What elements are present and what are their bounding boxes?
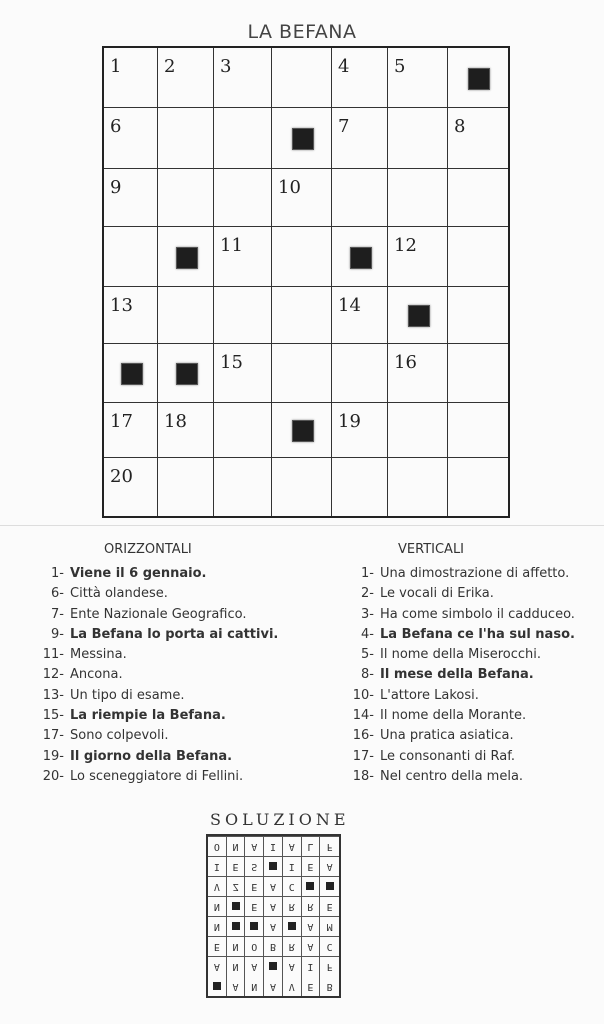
clue-item (34, 706, 278, 726)
clue-item (346, 605, 575, 625)
grid-cell (448, 403, 508, 458)
grid-cell (272, 403, 332, 458)
clue-number: 3- (361, 606, 374, 622)
clue-number: 16- (352, 728, 374, 744)
cell-number: 9 (110, 177, 122, 198)
grid-cell (388, 344, 448, 403)
grid-cell (448, 108, 508, 169)
solution-cell: E (320, 896, 339, 916)
verticali-heading: VERTICALI (398, 542, 465, 557)
clue-text: Viene il 6 gennaio. (70, 566, 207, 581)
black-square (408, 305, 430, 327)
solution-cell: N (208, 916, 227, 936)
grid-cell (332, 458, 388, 516)
clue-text: La riempie la Befana. (70, 708, 226, 724)
solution-cell: C (320, 936, 339, 956)
clue-number: 14- (352, 708, 374, 724)
grid-cell (214, 48, 272, 108)
clue-number: 5- (361, 647, 374, 663)
cell-number: 4 (338, 56, 350, 77)
clue-text: Un tipo di esame. (70, 687, 185, 703)
grid-cell (214, 344, 272, 403)
solution-cell: R (283, 936, 302, 956)
grid-cell (332, 344, 388, 403)
grid-cell (214, 287, 272, 344)
clue-item (346, 564, 575, 584)
solution-cell: I (208, 856, 227, 876)
solution-cell: L (302, 836, 321, 856)
clue-number: 8- (361, 667, 374, 683)
cell-number: 13 (110, 295, 133, 316)
clue-item (34, 605, 278, 625)
solution-heading: SOLUZIONE (210, 810, 350, 829)
solution-black-square (306, 883, 314, 891)
grid-cell (158, 287, 214, 344)
clue-text: Messina. (70, 647, 127, 663)
solution-cell (264, 956, 283, 976)
solution-cell: A (283, 836, 302, 856)
clue-item (34, 726, 278, 746)
clue-item (346, 625, 575, 645)
page-title: LA BEFANA (247, 21, 357, 43)
clue-number: 17- (352, 748, 374, 764)
solution-cell: F (320, 836, 339, 856)
grid-cell (158, 403, 214, 458)
grid-cell (104, 48, 158, 108)
grid-cell (448, 344, 508, 403)
grid-cell (104, 108, 158, 169)
solution-cell: B (326, 981, 333, 992)
cell-number: 18 (164, 411, 187, 432)
cell-number: 1 (110, 56, 122, 77)
grid-cell (104, 169, 158, 227)
solution-black-square (269, 963, 277, 971)
solution-cell (283, 916, 302, 936)
clue-text: Il nome della Morante. (380, 708, 527, 724)
black-square (292, 128, 314, 150)
solution-black-square (250, 923, 258, 931)
solution-cell: O (245, 936, 264, 956)
solution-cell: R (283, 896, 302, 916)
clue-number: 1- (361, 566, 374, 581)
grid-cell (272, 227, 332, 287)
clue-item (34, 767, 278, 787)
solution-grid (206, 834, 341, 998)
solution-cell: A (208, 956, 227, 976)
clue-item (34, 564, 278, 584)
black-square (468, 68, 490, 90)
grid-cell (214, 227, 272, 287)
grid-cell (104, 227, 158, 287)
grid-cell (272, 458, 332, 516)
clue-item (346, 645, 575, 665)
grid-cell (272, 169, 332, 227)
clue-text: Una dimostrazione di affetto. (380, 566, 570, 581)
clue-text: Il mese della Befana. (380, 667, 534, 683)
solution-cell: A (283, 956, 302, 976)
clue-number: 19- (42, 748, 64, 764)
solution-cell: E (302, 976, 321, 996)
solution-cell: E (245, 876, 264, 896)
clue-item (34, 665, 278, 685)
cell-number: 10 (278, 177, 301, 198)
grid-cell (388, 458, 448, 516)
clue-number: 17- (42, 728, 64, 744)
grid-cell (214, 403, 272, 458)
clue-item (346, 686, 575, 706)
orizzontali-clues (34, 564, 278, 787)
solution-cell: E (245, 896, 264, 916)
clue-item (34, 625, 278, 645)
cell-number: 3 (220, 56, 232, 77)
cell-number: 16 (394, 352, 417, 373)
solution-cell: A (320, 856, 339, 876)
grid-cell (158, 458, 214, 516)
solution-cell (302, 876, 321, 896)
solution-cell: I (283, 856, 302, 876)
cell-number: 19 (338, 411, 361, 432)
clue-text: Le vocali di Erika. (380, 586, 494, 602)
grid-cell (448, 48, 508, 108)
solution-cell: M (320, 916, 339, 936)
solution-cell: I (264, 836, 283, 856)
cell-number: 2 (164, 56, 176, 77)
clue-text: Sono colpevoli. (70, 728, 169, 744)
black-square (176, 363, 198, 385)
grid-cell (388, 403, 448, 458)
clue-number: 10- (352, 687, 374, 703)
grid-cell (448, 169, 508, 227)
clue-text: Nel centro della mela. (380, 768, 524, 784)
solution-cell: V (283, 976, 302, 996)
cell-number: 17 (110, 411, 133, 432)
clue-text: Ha come simbolo il cadduceo. (380, 606, 575, 622)
solution-black-square (232, 923, 240, 931)
clue-item (346, 747, 575, 767)
clue-item (346, 767, 575, 787)
solution-cell: N (227, 936, 246, 956)
solution-cell: N (227, 956, 246, 976)
solution-cell (227, 896, 246, 916)
grid-cell (448, 227, 508, 287)
clue-item (34, 747, 278, 767)
grid-cell (388, 108, 448, 169)
grid-cell (158, 344, 214, 403)
solution-cell: E (227, 856, 246, 876)
black-square (176, 247, 198, 269)
solution-cell: A (264, 916, 283, 936)
cell-number: 14 (338, 295, 361, 316)
solution-black-square (326, 883, 334, 891)
solution-cell (264, 856, 283, 876)
solution-cell: E (208, 936, 227, 956)
solution-cell: A (264, 876, 283, 896)
clue-text: Una pratica asiatica. (380, 728, 514, 744)
solution-cell: N (208, 896, 227, 916)
grid-cell (332, 48, 388, 108)
grid-cell (388, 227, 448, 287)
grid-cell (214, 169, 272, 227)
cell-number: 6 (110, 116, 122, 137)
clue-item (34, 686, 278, 706)
clue-text: Il nome della Miserocchi. (380, 647, 542, 663)
clue-number: 18- (352, 768, 374, 784)
solution-cell: Z (227, 876, 246, 896)
clue-number: 13- (42, 687, 64, 703)
black-square (121, 363, 143, 385)
clue-text: L'attore Lakosi. (380, 687, 479, 703)
cell-number: 11 (220, 235, 243, 256)
crossword-grid (102, 46, 510, 518)
solution-black-square (269, 863, 277, 871)
grid-cell (104, 287, 158, 344)
clue-text: Lo sceneggiatore di Fellini. (70, 768, 244, 784)
cell-number: 5 (394, 56, 406, 77)
solution-cell: A (245, 956, 264, 976)
solution-cell: V (208, 876, 227, 896)
clue-item (34, 645, 278, 665)
grid-cell (104, 403, 158, 458)
solution-cell (227, 916, 246, 936)
solution-black-square (288, 923, 296, 931)
solution-cell: A (302, 916, 321, 936)
solution-cell (320, 876, 339, 896)
grid-cell (388, 287, 448, 344)
solution-cell: A (245, 836, 264, 856)
clue-item (34, 584, 278, 604)
solution-cell: E (302, 856, 321, 876)
verticali-clues (346, 564, 575, 787)
grid-cell (272, 287, 332, 344)
grid-cell (158, 48, 214, 108)
grid-cell (214, 458, 272, 516)
clue-number: 9- (51, 626, 64, 642)
clue-item (346, 584, 575, 604)
clue-number: 7- (51, 606, 64, 622)
solution-black-square (232, 903, 240, 911)
grid-cell (272, 48, 332, 108)
solution-cell: N (227, 836, 246, 856)
solution-cell: N (245, 976, 264, 996)
grid-cell (388, 169, 448, 227)
grid-cell (332, 108, 388, 169)
grid-cell (158, 227, 214, 287)
cell-number: 12 (394, 235, 417, 256)
grid-cell (448, 458, 508, 516)
clue-text: Ente Nazionale Geografico. (70, 606, 247, 622)
solution-cell: A (302, 936, 321, 956)
grid-cell (158, 108, 214, 169)
clue-text: La Befana lo porta ai cattivi. (70, 626, 279, 642)
black-square (350, 247, 372, 269)
clue-text: Le consonanti di Raf. (380, 748, 515, 764)
solution-cell: O (208, 836, 227, 856)
black-square (292, 420, 314, 442)
grid-cell (104, 344, 158, 403)
clue-item (346, 726, 575, 746)
cell-number: 20 (110, 466, 133, 487)
clue-number: 15- (42, 708, 64, 724)
grid-cell (332, 227, 388, 287)
solution-cell: B (264, 936, 283, 956)
cell-number: 8 (454, 116, 466, 137)
solution-cell: F (320, 956, 339, 976)
clue-number: 1- (51, 566, 64, 581)
solution-black-square (213, 982, 221, 990)
clue-text: Il giorno della Befana. (70, 748, 233, 764)
grid-cell (104, 458, 158, 516)
cell-number: 7 (338, 116, 350, 137)
grid-cell (158, 169, 214, 227)
clue-number: 20- (42, 768, 64, 784)
clue-number: 6- (51, 586, 64, 602)
grid-cell (332, 403, 388, 458)
grid-cell (332, 169, 388, 227)
clue-item (346, 665, 575, 685)
solution-cell: A (264, 976, 283, 996)
clue-number: 2- (361, 586, 374, 602)
solution-cell (208, 976, 227, 996)
grid-cell (332, 287, 388, 344)
grid-cell (272, 108, 332, 169)
clue-item (346, 706, 575, 726)
grid-cell (272, 344, 332, 403)
solution-cell: S (245, 856, 264, 876)
clue-number: 12- (42, 667, 64, 683)
clue-text: Ancona. (70, 667, 123, 683)
cell-number: 15 (220, 352, 243, 373)
grid-cell (448, 287, 508, 344)
solution-cell: A (227, 976, 246, 996)
divider (0, 525, 604, 526)
solution-cell: I (302, 956, 321, 976)
clue-text: La Befana ce l'ha sul naso. (380, 626, 575, 642)
solution-cell (245, 916, 264, 936)
solution-cell: R (302, 896, 321, 916)
clue-number: 11- (42, 647, 64, 663)
solution-cell: A (264, 896, 283, 916)
clue-text: Città olandese. (70, 586, 168, 602)
clue-number: 4- (361, 626, 374, 642)
orizzontali-heading: ORIZZONTALI (104, 542, 192, 557)
solution-cell: C (283, 876, 302, 896)
grid-cell (388, 48, 448, 108)
grid-cell (214, 108, 272, 169)
